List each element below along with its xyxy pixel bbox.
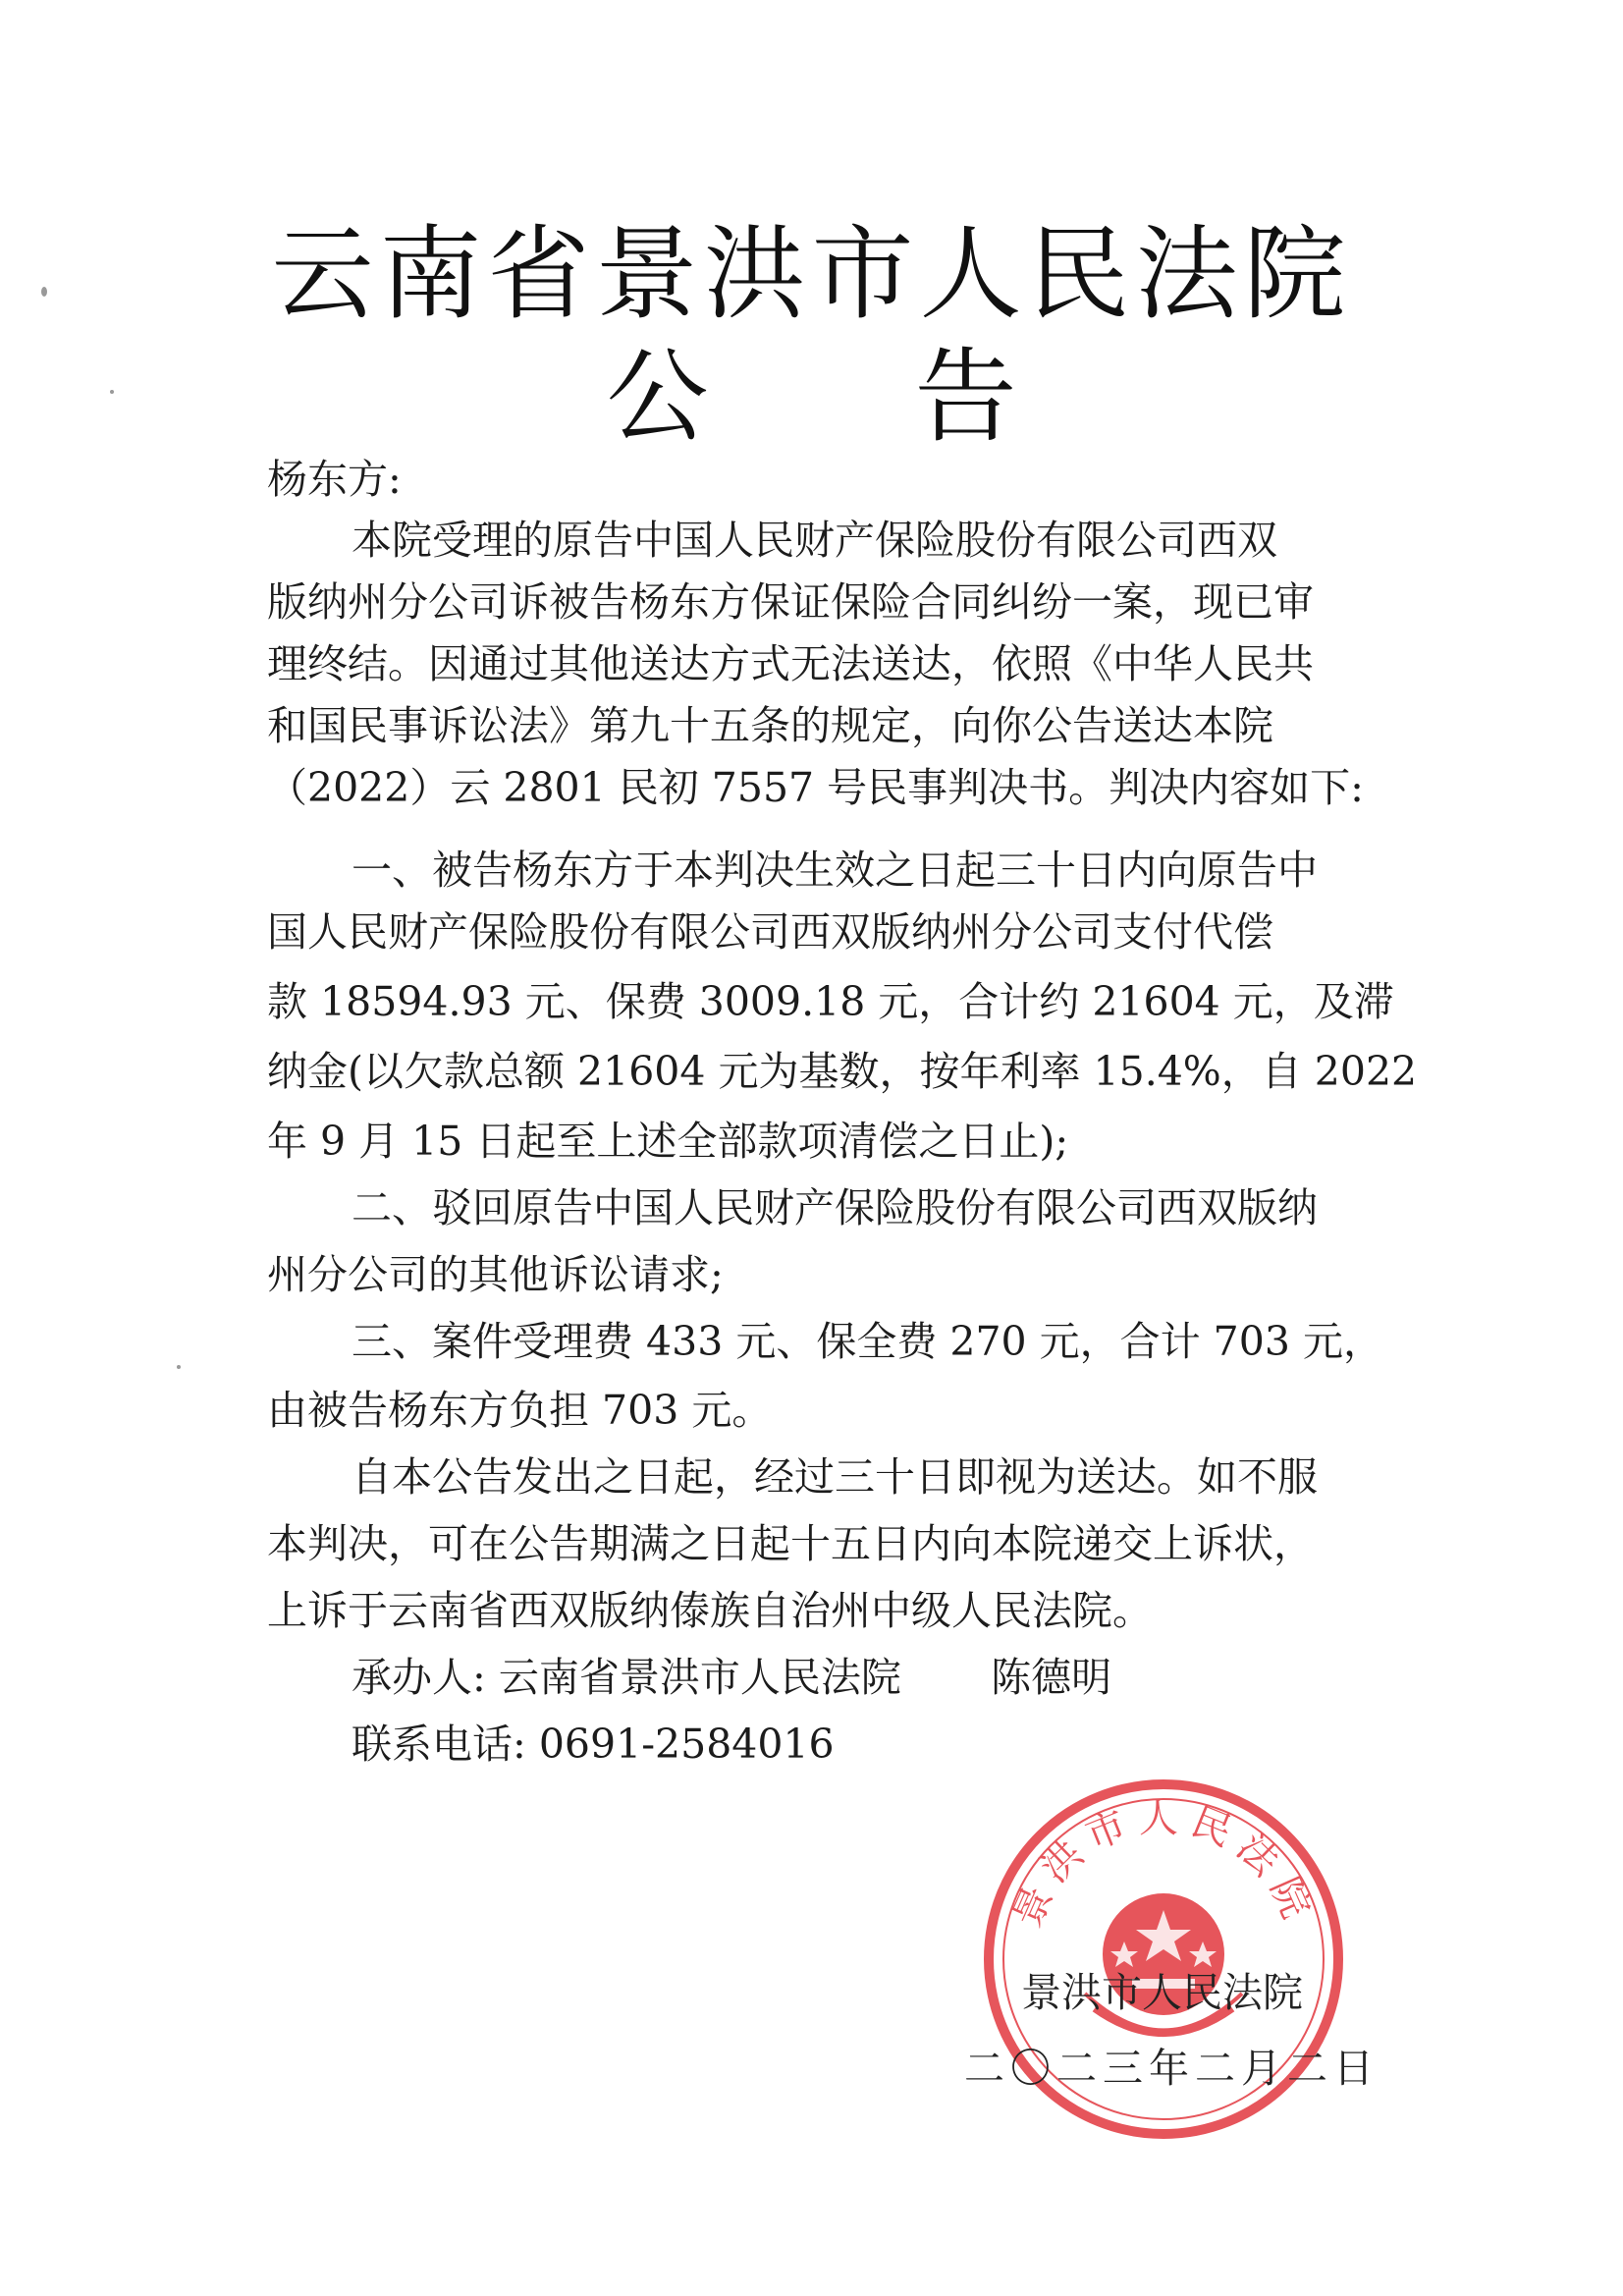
body-line: （2022）云 2801 民初 7557 号民事判决书。判决内容如下:: [267, 764, 1364, 811]
body-line: 版纳州分公司诉被告杨东方保证保险合同纠纷一案，现已审: [267, 578, 1314, 626]
body-line: 本判决，可在公告期满之日起十五日内向本院递交上诉状，: [267, 1520, 1314, 1567]
body-line: 本院受理的原告中国人民财产保险股份有限公司西双: [352, 517, 1277, 564]
svg-text:景洪市人民法院: 景洪市人民法院: [1004, 1796, 1323, 1935]
handler-line: 承办人: 云南省景洪市人民法院 陈德明: [352, 1654, 1112, 1701]
signature-court: 景洪市人民法院: [1021, 1969, 1303, 2016]
scan-speck: [110, 390, 114, 394]
body-line: 理终结。因通过其他送达方式无法送达，依照《中华人民共: [267, 640, 1314, 687]
court-title: 云南省景洪市人民法院: [271, 214, 1352, 334]
service-notice: 自本公告发出之日起，经过三十日即视为送达。如不服: [352, 1453, 1318, 1501]
body-line: 年 9 月 15 日起至上述全部款项清偿之日止);: [267, 1118, 1069, 1165]
body-line: 上诉于云南省西双版纳傣族自治州中级人民法院。: [267, 1587, 1153, 1634]
body-line: 款 18594.93 元、保费 3009.18 元，合计约 21604 元，及滞: [267, 978, 1394, 1025]
signature-date: 二〇二三年二月二日: [964, 2045, 1380, 2092]
document-title: 公告: [606, 337, 1223, 457]
body-line: 国人民财产保险股份有限公司西双版纳州分公司支付代偿: [267, 908, 1273, 956]
addressee: 杨东方:: [267, 456, 402, 503]
judgment-item-3: 三、案件受理费 433 元、保全费 270 元，合计 703 元，: [352, 1318, 1383, 1365]
judgment-item-1: 一、被告杨东方于本判决生效之日起三十日内向原告中: [352, 847, 1318, 894]
body-line: 州分公司的其他诉讼请求;: [267, 1251, 724, 1298]
contact-phone: 联系电话: 0691-2584016: [352, 1721, 835, 1768]
scan-speck: [41, 287, 47, 297]
body-line: 由被告杨东方负担 703 元。: [267, 1387, 773, 1434]
body-line: 纳金(以欠款总额 21604 元为基数，按年利率 15.4%，自 2022: [267, 1048, 1418, 1095]
judgment-item-2: 二、驳回原告中国人民财产保险股份有限公司西双版纳: [352, 1184, 1318, 1231]
body-line: 和国民事诉讼法》第九十五条的规定，向你公告送达本院: [267, 702, 1273, 749]
scan-speck: [177, 1365, 181, 1369]
